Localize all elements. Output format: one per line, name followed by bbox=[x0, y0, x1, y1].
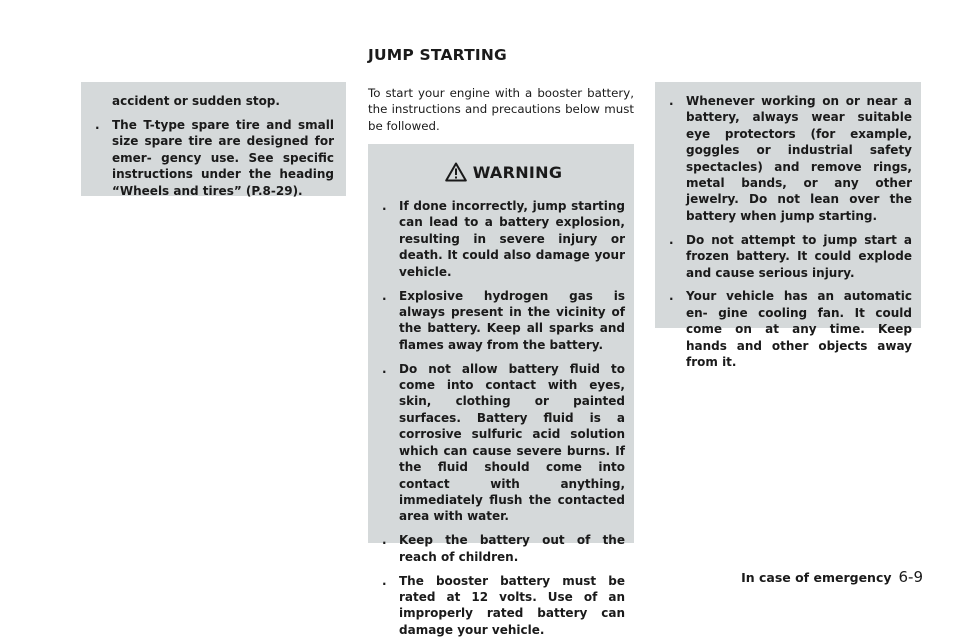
bullet-marker: . bbox=[669, 289, 674, 304]
continued-text: accident or sudden stop. bbox=[112, 94, 280, 108]
bullet-marker: . bbox=[382, 361, 387, 376]
warning-bullet-list bbox=[382, 198, 625, 638]
warning-box bbox=[368, 144, 634, 637]
list-item: . Whenever working on or near a battery, always wear suitable eye protectors (for example, goggles or industrial safety spectacles) and remove rings, metal bands, or any other jewelry. Do not lean over the battery when jump starting. bbox=[669, 94, 912, 223]
bullet-marker: . bbox=[382, 533, 387, 548]
warning-title: WARNING bbox=[472, 162, 563, 182]
right-caution-panel bbox=[655, 82, 921, 370]
left-bullet-list bbox=[95, 117, 334, 199]
right-bullet-list bbox=[669, 93, 912, 371]
bullet-marker: . bbox=[95, 117, 100, 132]
section-title: JUMP STARTING bbox=[368, 46, 507, 64]
list-item: . Keep the battery out of the reach of children. bbox=[382, 533, 625, 564]
list-item: . Your vehicle has an automatic en- gine cooling fan. It could come on at any time. Keep hands and other objects away from it. bbox=[669, 289, 912, 370]
left-caution-panel bbox=[81, 82, 346, 196]
bullet-marker: . bbox=[382, 288, 387, 303]
list-item: . If done incorrectly, jump starting can lead to a battery explosion, resulting in severe injury or death. It could also damage your vehicle. bbox=[382, 199, 625, 279]
list-item: . Do not allow battery fluid to come into contact with eyes, skin, clothing or painted surfaces. Battery fluid is a corrosive sulfuric acid solution which can cause severe burns. If the fluid should come into contact with anything, immediately flush the contacted area with water. bbox=[382, 361, 625, 524]
list-item: . The booster battery must be rated at 12 volts. Use of an improperly rated battery can damage your vehicle. bbox=[382, 573, 625, 637]
bullet-marker: . bbox=[382, 199, 387, 213]
page-footer bbox=[741, 568, 923, 586]
warning-header bbox=[382, 150, 625, 194]
list-item: . The T-type spare tire and small size spare tire are designed for emer- gency use. See specific instructions under the heading “Wheels and tires” (P.8-29). bbox=[95, 117, 334, 198]
warning-triangle-icon bbox=[445, 162, 467, 182]
bullet-marker: . bbox=[382, 573, 387, 588]
bullet-marker: . bbox=[669, 232, 674, 247]
list-item: . Do not attempt to jump start a frozen battery. It could explode and cause serious injury. bbox=[669, 232, 912, 280]
footer-section-name: In case of emergency bbox=[741, 570, 892, 585]
intro-paragraph: To start your engine with a booster battery, the instructions and precautions below must be followed. bbox=[368, 86, 634, 133]
bullet-marker: . bbox=[669, 94, 674, 108]
list-item: . Explosive hydrogen gas is always present in the vicinity of the battery. Keep all sparks and flames away from the battery. bbox=[382, 288, 625, 352]
page-number: 6-9 bbox=[898, 568, 923, 586]
